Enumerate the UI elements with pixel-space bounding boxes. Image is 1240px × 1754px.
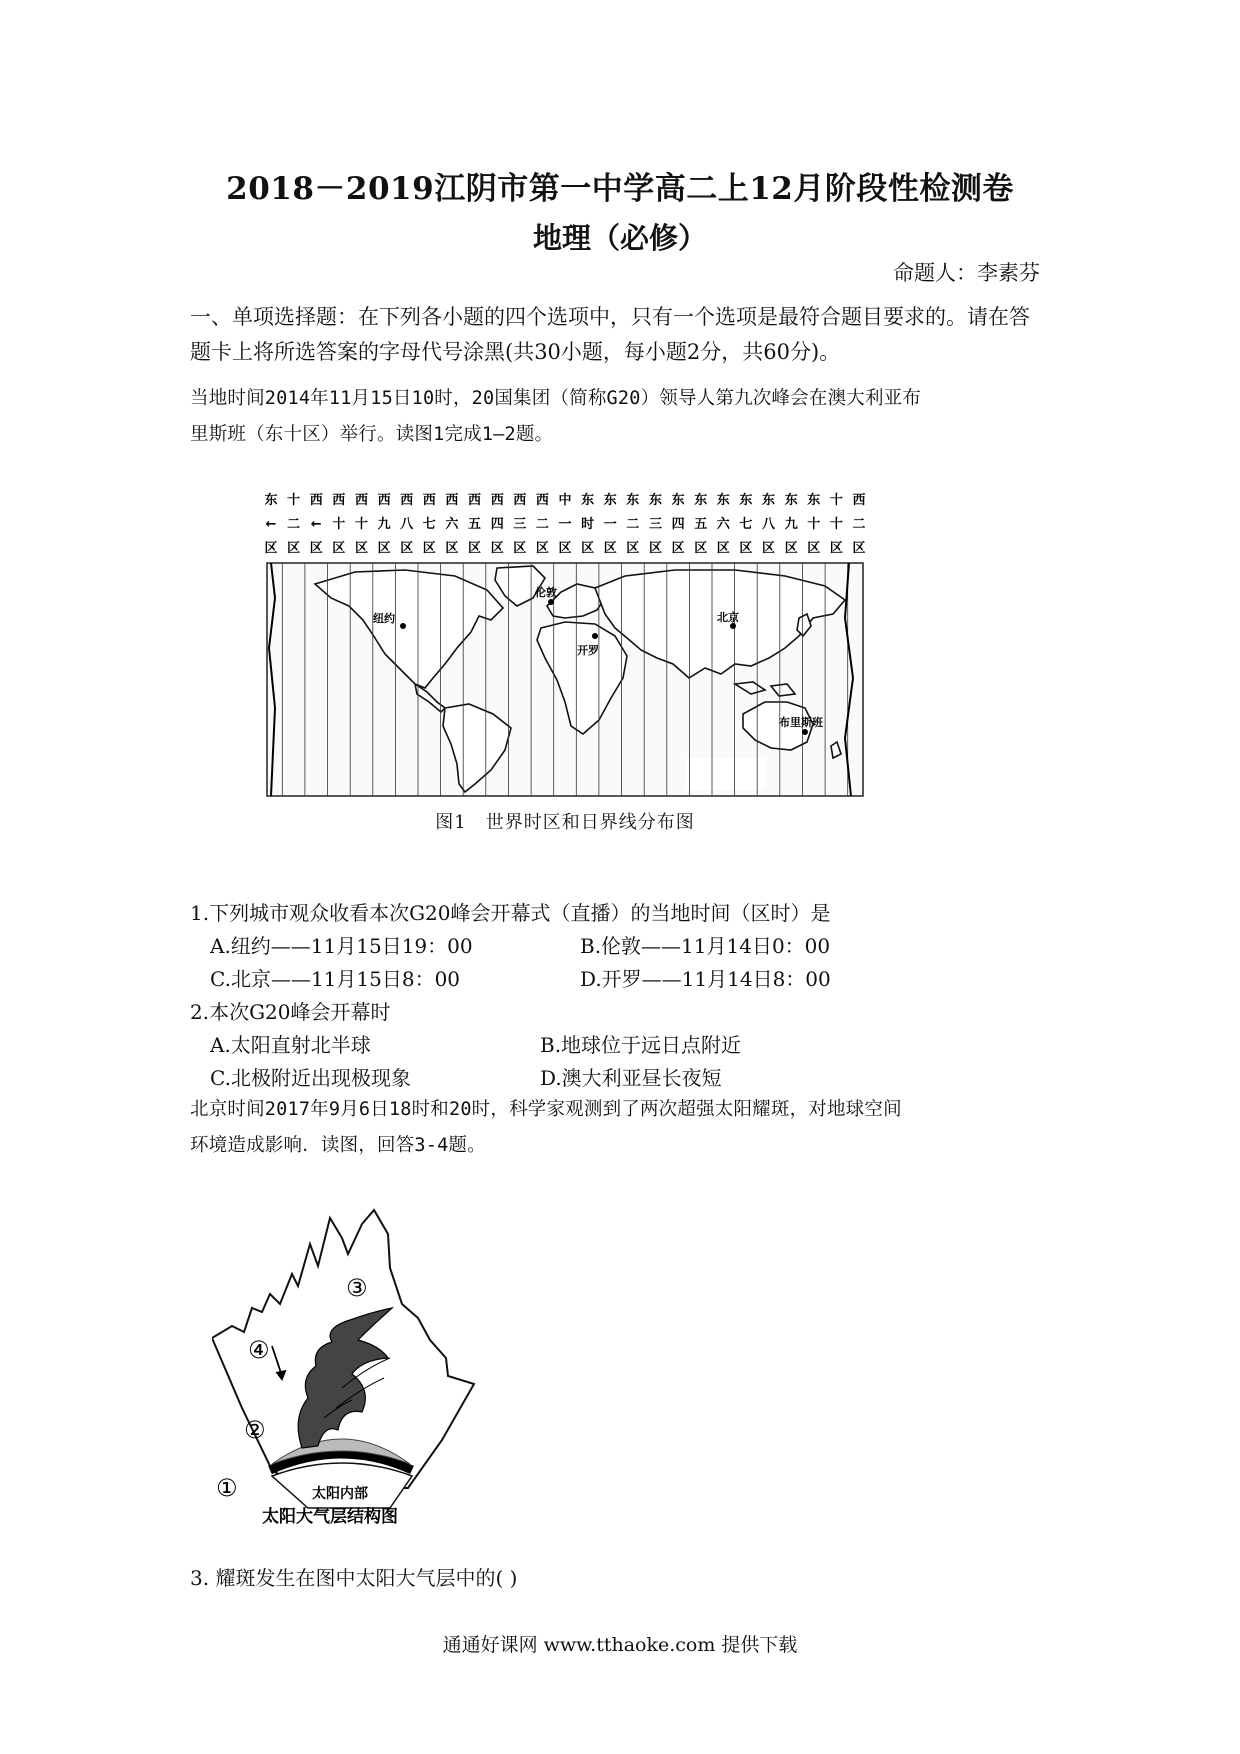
label-2: ② bbox=[244, 1416, 266, 1444]
question-2-option-d: D.澳大利亚昼长夜短 bbox=[540, 1066, 722, 1090]
question-1-option-b: B.伦敦——11月14日0：00 bbox=[580, 934, 831, 958]
zone-header-char: 九 bbox=[377, 517, 391, 532]
zone-header-char: 区 bbox=[648, 541, 663, 556]
zone-header-char: 东 bbox=[626, 493, 640, 508]
zone-header-char: 西 bbox=[354, 493, 369, 508]
zone-header-char: 三 bbox=[648, 517, 663, 532]
zone-header-char: 东 bbox=[716, 493, 730, 508]
city-london: 伦敦 bbox=[535, 586, 557, 599]
zone-header-char: 区 bbox=[581, 541, 595, 556]
figure-1 bbox=[265, 488, 865, 798]
zone-header-char: 区 bbox=[558, 541, 572, 556]
label-1: ① bbox=[216, 1474, 238, 1502]
zone-header-char: 区 bbox=[309, 541, 323, 556]
author-line: 命题人：李素芬 bbox=[893, 261, 1040, 285]
document-title: 2018－2019江阴市第一中学高二上12月阶段性检测卷 bbox=[226, 171, 1014, 207]
passage-1-line-1: 当地时间2014年11月15日10时，20国集团（简称G20）领导人第九次峰会在澳大利亚布 bbox=[190, 388, 922, 409]
zone-header-char: 东 bbox=[807, 493, 821, 508]
zone-header-char: 区 bbox=[761, 541, 776, 556]
zone-header-char: 十 bbox=[829, 517, 843, 532]
zone-header-char: 六 bbox=[445, 517, 459, 532]
blank-mask bbox=[685, 758, 765, 790]
zone-header-char: 二 bbox=[535, 517, 549, 532]
zone-header-char: 十 bbox=[829, 493, 843, 508]
zone-header-char: ← bbox=[310, 517, 322, 532]
zone-header-char: 区 bbox=[467, 541, 482, 556]
zone-header-char: 八 bbox=[761, 517, 776, 532]
zone-header-char: 区 bbox=[807, 541, 821, 556]
zone-header-char: 西 bbox=[422, 493, 436, 508]
zone-header-char: 西 bbox=[309, 493, 323, 508]
london-dot bbox=[548, 599, 554, 605]
zone-header-char: 一 bbox=[558, 517, 572, 532]
question-1-option-d: D.开罗——11月14日8：00 bbox=[580, 967, 831, 991]
zone-header-char: 三 bbox=[513, 517, 527, 532]
zone-header-char: 六 bbox=[716, 517, 730, 532]
zone-header bbox=[265, 492, 865, 556]
zone-header-char: 西 bbox=[852, 493, 865, 508]
zone-header-char: ← bbox=[265, 517, 277, 532]
zone-header-char: 区 bbox=[354, 541, 369, 556]
zone-header-char: 区 bbox=[287, 541, 301, 556]
zone-header-char: 区 bbox=[739, 541, 753, 556]
solar-atmosphere-diagram bbox=[212, 1208, 487, 1528]
zone-header-char: 一 bbox=[603, 517, 617, 532]
passage-2-line-2: 环境造成影响．读图，回答3-4题。 bbox=[190, 1135, 486, 1156]
city-newyork: 纽约 bbox=[373, 612, 395, 625]
section-instruction bbox=[190, 300, 1062, 370]
time-zone-map bbox=[265, 488, 865, 798]
zone-header-char: 西 bbox=[490, 493, 504, 508]
zone-header-char: 二 bbox=[287, 517, 301, 532]
passage-2-line-1: 北京时间2017年9月6日18时和20时，科学家观测到了两次超强太阳耀斑，对地球空间 bbox=[190, 1099, 902, 1120]
question-2-option-a: A.太阳直射北半球 bbox=[210, 1033, 371, 1057]
zone-header-char: 五 bbox=[467, 517, 482, 532]
zone-header-char: 区 bbox=[671, 541, 685, 556]
question-1-stem: 1.下列城市观众收看本次G20峰会开幕式（直播）的当地时间（区时）是 bbox=[190, 901, 831, 925]
zone-header-char: 西 bbox=[535, 493, 549, 508]
zone-header-char: 五 bbox=[694, 517, 708, 532]
brisbane-dot bbox=[802, 729, 808, 735]
zone-header-char: 十 bbox=[807, 517, 821, 532]
passage-2 bbox=[190, 1092, 1062, 1164]
zone-header-char: 东 bbox=[603, 493, 617, 508]
figure-1-caption: 图1 世界时区和日界线分布图 bbox=[435, 812, 695, 833]
zone-header-char: 区 bbox=[626, 541, 640, 556]
zone-header-char: 东 bbox=[648, 493, 663, 508]
question-2-stem: 2.本次G20峰会开幕时 bbox=[190, 1000, 391, 1024]
question-1-option-c: C.北京——11月15日8：00 bbox=[210, 967, 461, 991]
zone-header-char: 十 bbox=[332, 517, 346, 532]
zone-header-char: 区 bbox=[694, 541, 708, 556]
zone-header-char: 西 bbox=[467, 493, 482, 508]
zone-header-char: 中 bbox=[558, 493, 572, 508]
zone-header-char: 西 bbox=[445, 493, 459, 508]
question-3-stem: 3. 耀斑发生在图中太阳大气层中的( ) bbox=[190, 1566, 518, 1590]
zone-header-char: 区 bbox=[490, 541, 504, 556]
zone-header-char: 西 bbox=[332, 493, 346, 508]
label-3: ③ bbox=[346, 1274, 368, 1302]
zone-header-char: 区 bbox=[400, 541, 414, 556]
document-subtitle: 地理（必修） bbox=[532, 221, 707, 255]
instruction-line-1: 一、单项选择题：在下列各小题的四个选项中，只有一个选项是最符合题目要求的。请在答 bbox=[190, 305, 1030, 329]
city-cairo: 开罗 bbox=[577, 644, 599, 657]
cairo-dot bbox=[592, 633, 598, 639]
label-4: ④ bbox=[248, 1336, 270, 1364]
passage-1 bbox=[190, 381, 1062, 453]
zone-header-char: 西 bbox=[377, 493, 391, 508]
zone-header-char: 东 bbox=[265, 493, 278, 508]
zone-header-char: 四 bbox=[490, 517, 504, 532]
zone-header-char: 区 bbox=[603, 541, 617, 556]
zone-header-char: 二 bbox=[626, 517, 640, 532]
zone-header-char: 区 bbox=[535, 541, 549, 556]
zone-header-char: 西 bbox=[400, 493, 414, 508]
zone-header-char: 东 bbox=[784, 493, 798, 508]
sun-interior-label: 太阳内部 bbox=[312, 1486, 368, 1502]
zone-header-char: 十 bbox=[354, 517, 369, 532]
zone-header-char: 东 bbox=[581, 493, 595, 508]
zone-header-char: 东 bbox=[671, 493, 685, 508]
zone-header-char: 东 bbox=[739, 493, 753, 508]
zone-header-char: 九 bbox=[784, 517, 798, 532]
zone-header-char: 八 bbox=[400, 517, 414, 532]
zone-header-char: 二 bbox=[852, 517, 865, 532]
zone-header-char: 四 bbox=[671, 517, 685, 532]
city-beijing: 北京 bbox=[717, 611, 739, 624]
zone-header-char: 区 bbox=[716, 541, 730, 556]
zone-header-char: 区 bbox=[829, 541, 843, 556]
zone-header-char: 东 bbox=[761, 493, 776, 508]
footer-text: 通通好课网 www.tthaoke.com 提供下载 bbox=[442, 1634, 798, 1656]
zone-header-char: 东 bbox=[694, 493, 708, 508]
zone-header-char: 区 bbox=[422, 541, 436, 556]
zone-header-char: 区 bbox=[784, 541, 798, 556]
newyork-dot bbox=[400, 623, 406, 629]
figure-2 bbox=[212, 1208, 487, 1528]
zone-header-char: 七 bbox=[739, 517, 753, 532]
passage-1-line-2: 里斯班（东十区）举行。读图1完成1—2题。 bbox=[190, 424, 554, 445]
question-2-option-c: C.北极附近出现极现象 bbox=[210, 1066, 411, 1090]
zone-header-char: 区 bbox=[265, 541, 278, 556]
instruction-line-2: 题卡上将所选答案的字母代号涂黑(共30小题，每小题2分，共60分)。 bbox=[190, 340, 841, 364]
zone-header-char: 区 bbox=[513, 541, 527, 556]
zone-header-char: 西 bbox=[513, 493, 527, 508]
zone-header-char: 区 bbox=[377, 541, 391, 556]
zone-header-char: 区 bbox=[332, 541, 346, 556]
zone-header-char: 区 bbox=[852, 541, 865, 556]
zone-header-char: 十 bbox=[287, 493, 301, 508]
question-2-option-b: B.地球位于远日点附近 bbox=[540, 1033, 742, 1057]
zone-header-char: 时 bbox=[581, 517, 595, 532]
zone-header-char: 区 bbox=[445, 541, 459, 556]
city-brisbane: 布里斯班 bbox=[779, 716, 823, 729]
zone-header-char: 七 bbox=[422, 517, 436, 532]
figure-2-caption: 太阳大气层结构图 bbox=[262, 1507, 398, 1527]
question-1-option-a: A.纽约——11月15日19：00 bbox=[210, 934, 473, 958]
